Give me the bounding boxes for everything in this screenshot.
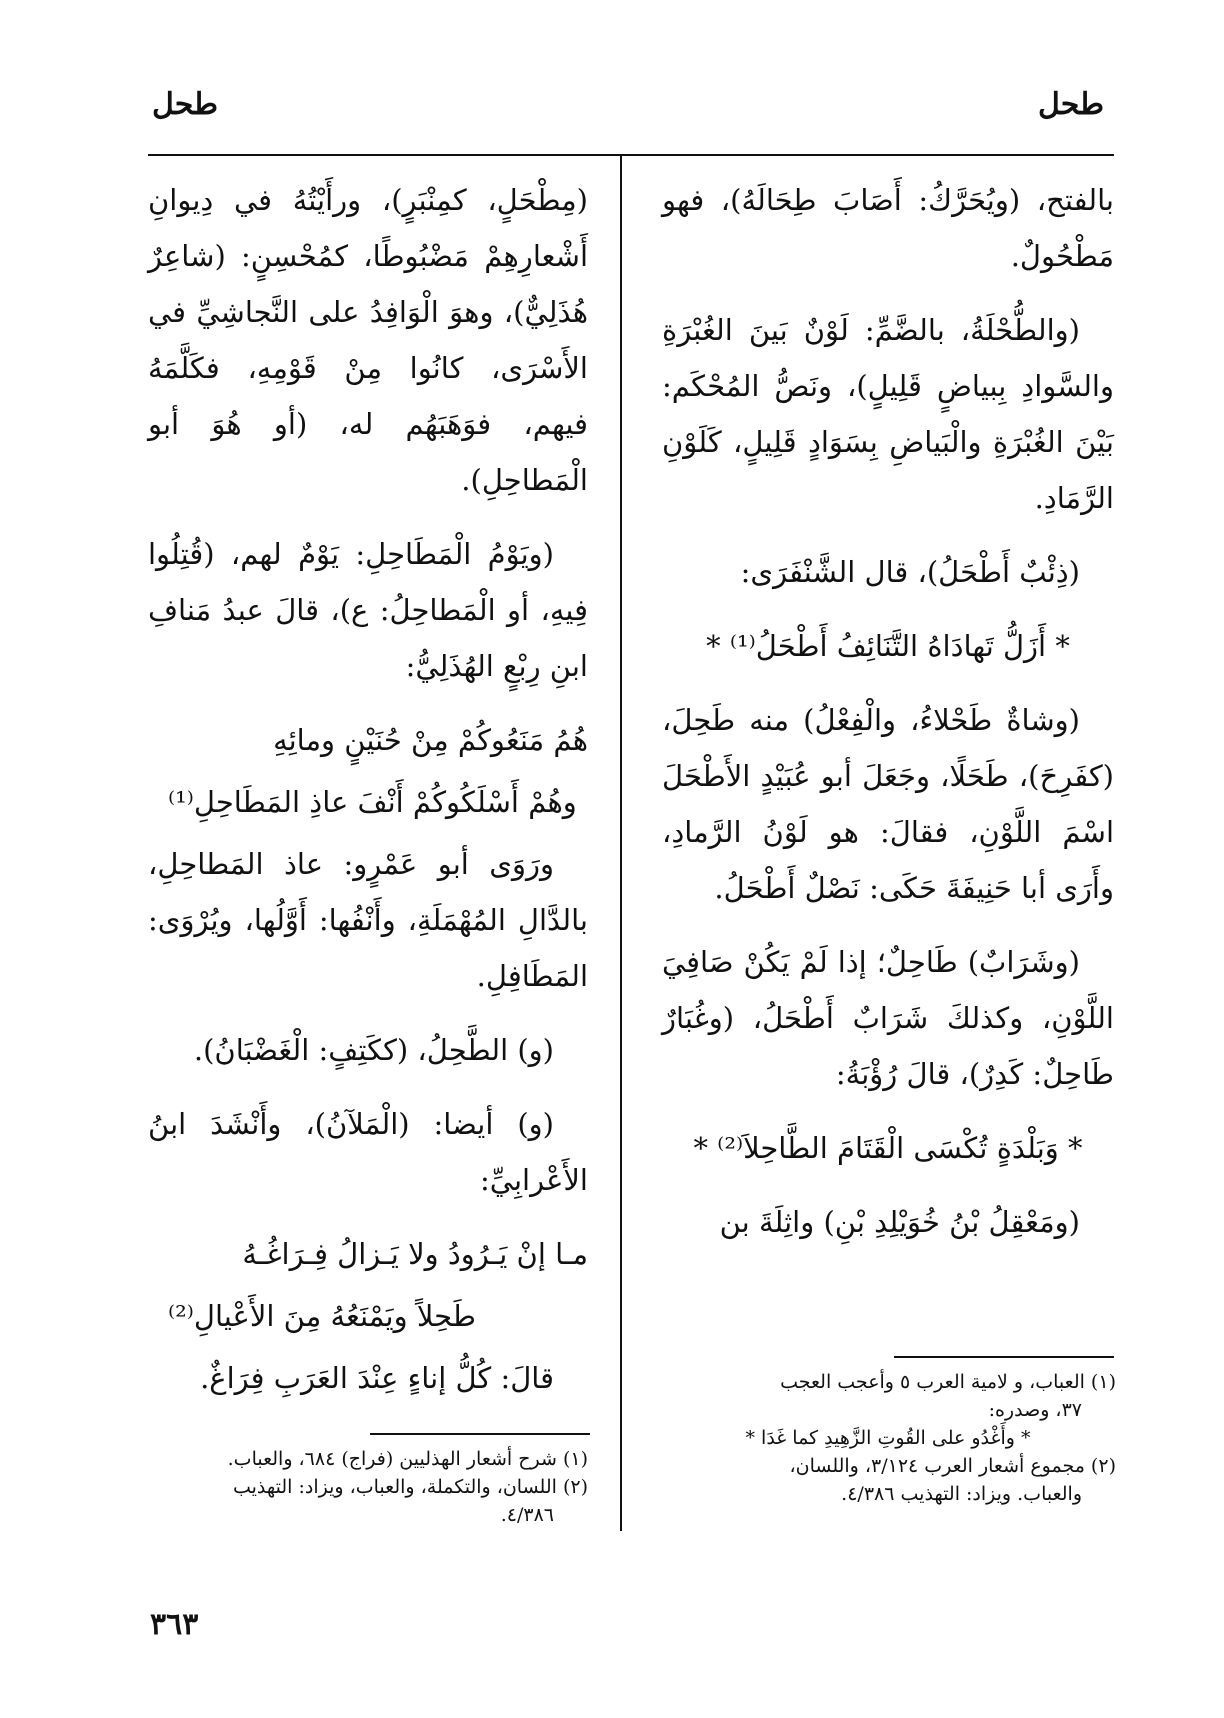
- poem-hemistich: هُمُ مَنَعُوكُمْ مِنْ حُنَيْنٍ ومائِهِ: [273, 723, 588, 757]
- verse-line: * أَزَلُّ تَهادَاهُ التَّنَائِفُ أَطْحَلُ⁽¹⁾ *: [706, 629, 1070, 663]
- footnote-rule-left: [370, 1433, 590, 1435]
- right-column: [662, 172, 1114, 1268]
- paragraph: (وشَرَابٌ) طَاحِلٌ؛ إذا لَمْ يَكُنْ صَافِيَ اللَّوْنِ، وكذلكَ شَرَابٌ أَطْحَلُ، (وغُبَارٌ طَاحِلٌ: كَدِرٌ)، قالَ رُؤْبَةُ:: [662, 945, 1114, 1091]
- header-rule: [148, 154, 1114, 156]
- footnotes-left: [148, 1445, 588, 1529]
- paragraph: (ذِئْبٌ أَطْحَلُ)، قال الشَّنْفَرَى:: [740, 555, 1080, 589]
- paragraph: ورَوَى أبو عَمْرٍو: عاذ المَطاحِلِ، بالدَّالِ المُهْمَلَةِ، وأَنْفُها: أَوَّلُها، ويُرْوَى: المَطَافِلِ.: [148, 847, 588, 993]
- running-header-left: طحل: [152, 87, 218, 122]
- column-divider: [620, 156, 622, 1531]
- paragraph: قالَ: كُلُّ إناءٍ عِنْدَ العَرَبِ فِرَاغٌ.: [200, 1361, 554, 1395]
- paragraph: (ويَوْمُ الْمَطَاحِلِ: يَوْمٌ لهم، (قُتِلُوا فِيهِ، أو الْمَطاحِلُ: ع)، قالَ عبدُ مَنافِ ابنِ رِبْعٍ الهُذَلِيُّ:: [148, 537, 588, 683]
- footnote-line: ٣٧، وصدره:: [988, 1399, 1082, 1421]
- footnote-rule-right: [894, 1356, 1114, 1358]
- footnote-line: (١) شرح أشعار الهذليين (فراج) ٦٨٤، والعباب.: [227, 1448, 588, 1470]
- footnotes-right: [660, 1368, 1116, 1508]
- running-header-right: طحل: [1038, 87, 1104, 122]
- paragraph: (والطُّحْلَةُ، بالضَّمِّ: لَوْنٌ بَينَ الغُبْرَةِ والسَّوادِ بِبياضٍ قَلِيلٍ)، ونَصُّ المُحْكَم: بَيْنَ الغُبْرَةِ والْبَياضِ بِسَوَادٍ قَلِيلٍ، كَلَوْنِ الرَّمَادِ.: [662, 313, 1114, 515]
- paragraph: (و) أيضا: (الْمَلآنُ)، وأَنْشَدَ ابنُ الأَعْرابِيِّ:: [148, 1107, 588, 1197]
- paragraph: (و) الطَّحِلُ، (ككَتِفٍ: الْغَضْبَانُ).: [193, 1033, 554, 1067]
- paragraph: (ومَعْقِلُ بْنُ خُوَيْلِدِ بْنِ) واثِلَةَ بن: [719, 1205, 1080, 1239]
- paragraph: (مِطْحَلٍ، كمِنْبَرٍ)، ورأَيْتُهُ في دِيوانِ أَشْعارِهِمْ مَضْبُوطًا، كمُحْسِنٍ: (شاعِرٌ هُذَلِيٌّ)، وهوَ الْوَافِدُ على النَّجاشِيِّ في الأَسْرَى، كانُوا مِنْ قَوْمِهِ، فكَلَّمَهُ فيهم، فوَهَبَهُم له، (أو هُوَ أبو الْمَطاحِلِ).: [148, 183, 588, 497]
- footnote-line: والعباب. ويزاد: التهذيب ٤/٣٨٦.: [841, 1483, 1082, 1505]
- verse-line: * وَبَلْدَةٍ تُكْسَى الْقَتَامَ الطَّاحِلاَ⁽²⁾ *: [693, 1131, 1083, 1165]
- poem-hemistich: مـا إنْ يَـرُودُ ولا يَـزالُ فِـرَاغُـهُ: [242, 1237, 588, 1271]
- left-column: [148, 172, 588, 1424]
- footnote-line: ٤/٣٨٦.: [500, 1504, 554, 1526]
- footnote-line: (٢) اللسان، والتكملة، والعباب، ويزاد: التهذيب: [232, 1476, 588, 1498]
- paragraph: بالفتح، (ويُحَرَّكُ: أَصَابَ طِحَالَهُ)، فهو مَطْحُولٌ.: [662, 183, 1114, 273]
- paragraph: (وشاةٌ طَحْلاءُ، والْفِعْلُ) منه طَحِلَ، (كفَرِحَ)، طَحَلًا، وجَعَلَ أبو عُبَيْدٍ الأَطْحَلَ اسْمَ اللَّوْنِ، فقالَ: هو لَوْنُ الرَّمادِ، وأَرَى أبا حَنِيفَةَ حَكَى: نَصْلٌ أَطْحَلُ.: [662, 703, 1114, 905]
- footnote-line: * وأَغْدُو على القُوتِ الزَّهِيدِ كما غَدَا *: [745, 1427, 1031, 1449]
- poem-hemistich: وهُمْ أَسْلَكُوكُمْ أَنْفَ عاذِ المَطَاحِلِ⁽¹⁾: [168, 785, 577, 819]
- footnote-line: (٢) مجموع أشعار العرب ٣/١٢٤، واللسان،: [789, 1455, 1116, 1477]
- page-number: ٣٦٣: [150, 1607, 199, 1642]
- poem-hemistich: طَحِلاً ويَمْنَعُهُ مِنَ الأَعْيالِ⁽²⁾: [168, 1299, 476, 1333]
- footnote-line: (١) العباب، و لامية العرب ٥ وأعجب العجب: [780, 1371, 1116, 1393]
